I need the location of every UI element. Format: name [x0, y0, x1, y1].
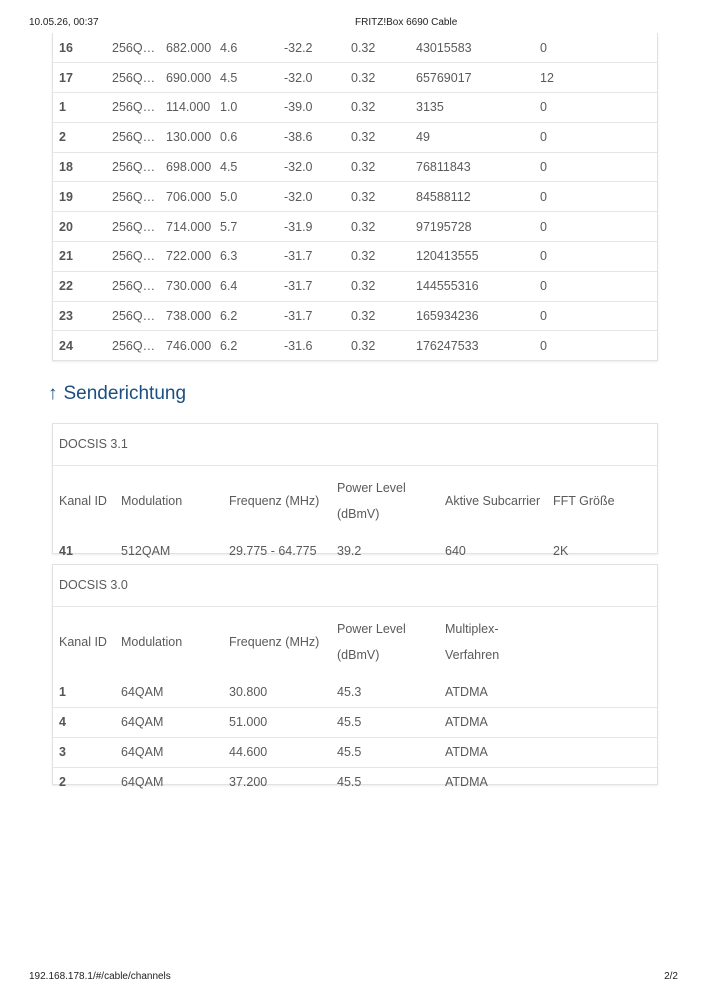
cell-freq: 722.000 [166, 249, 212, 264]
print-page-number: 2/2 [664, 971, 678, 982]
cell-mod: 256Q… [112, 249, 156, 264]
cell-id: 23 [59, 309, 73, 324]
cell-mer: 5.0 [220, 189, 238, 204]
docsis31-panel [52, 423, 658, 558]
downstream-row [53, 301, 657, 331]
col-header-aktive-subcarrier: Aktive Subcarrier [445, 494, 541, 508]
cell-id: 24 [59, 339, 73, 354]
cell-correctable: 76811843 [416, 160, 471, 175]
cell-empty [547, 707, 657, 737]
cell-power: -39.0 [284, 100, 313, 115]
cell-uncorrectable: 0 [540, 279, 547, 294]
downstream-row [53, 63, 657, 93]
cell-mod: 256Q… [112, 219, 156, 234]
cell-correctable: 144555316 [416, 279, 479, 294]
cell-mer: 6.4 [220, 279, 238, 294]
cell-power: -32.0 [284, 160, 313, 175]
cell-freq: 706.000 [166, 189, 212, 204]
cell-mer: 5.7 [220, 219, 238, 234]
cell-freq: 746.000 [166, 339, 212, 354]
cell-power: 45.5 [337, 745, 362, 759]
col-header-multiplex [439, 607, 547, 677]
cell-correctable: 165934236 [416, 309, 479, 324]
cell-mod: 64QAM [121, 684, 164, 699]
docsis31-row [53, 536, 657, 566]
cell-uncorrectable: 0 [540, 130, 547, 145]
cell-mod: 256Q… [112, 160, 156, 175]
cell-id: 3 [59, 745, 66, 759]
cell-latency: 0.32 [351, 130, 376, 145]
cell-empty [547, 737, 657, 767]
cell-mod: 256Q… [112, 130, 156, 145]
docsis31-header-row [53, 466, 657, 536]
downstream-row [53, 33, 657, 63]
cell-mod: 64QAM [121, 715, 164, 729]
cell-mer: 4.6 [220, 40, 238, 55]
docsis30-row [53, 767, 657, 797]
cell-mod: 64QAM [121, 775, 164, 790]
downstream-row [53, 93, 657, 123]
cell-mod: 256Q… [112, 189, 156, 204]
cell-correctable: 43015583 [416, 40, 472, 55]
cell-subcarrier: 640 [445, 544, 466, 558]
cell-freq: 730.000 [166, 279, 212, 294]
col-header-fft: FFT Größe [553, 494, 615, 508]
downstream-table-panel [52, 33, 658, 361]
print-page-title: FRITZ!Box 6690 Cable [355, 17, 458, 28]
cell-multiplex: ATDMA [445, 775, 488, 790]
cell-power: 45.5 [337, 715, 362, 729]
cell-mer: 4.5 [220, 70, 238, 85]
cell-mod: 256Q… [112, 279, 156, 294]
print-header [0, 17, 706, 31]
cell-correctable: 120413555 [416, 249, 479, 264]
cell-uncorrectable: 0 [540, 249, 547, 264]
docsis30-row [53, 707, 657, 737]
cell-mer: 4.5 [220, 160, 238, 175]
cell-mod: 512QAM [121, 544, 171, 558]
cell-power: -31.7 [284, 309, 313, 324]
cell-id: 22 [59, 279, 73, 294]
docsis30-row [53, 677, 657, 707]
col-header-frequenz: Frequenz (MHz) [229, 494, 320, 508]
cell-freq: 30.800 [229, 684, 268, 699]
docsis30-row [53, 737, 657, 767]
cell-correctable: 3135 [416, 100, 444, 115]
cell-freq: 682.000 [166, 40, 212, 55]
cell-freq: 114.000 [166, 100, 211, 115]
col-header-frequenz: Frequenz (MHz) [229, 635, 320, 649]
downstream-row [53, 271, 657, 301]
cell-latency: 0.32 [351, 40, 376, 55]
cell-mod: 256Q… [112, 40, 156, 55]
cell-freq: 690.000 [166, 70, 212, 85]
cell-mod: 256Q… [112, 100, 156, 115]
col-header-kanal-id: Kanal ID [59, 494, 107, 508]
cell-id: 17 [59, 70, 73, 85]
power-level-line1: Power Level [337, 481, 406, 495]
col-header-empty [547, 607, 657, 677]
cell-mer: 6.3 [220, 249, 238, 264]
cell-mod: 256Q… [112, 309, 156, 324]
cell-fft: 2K [553, 544, 569, 558]
cell-correctable: 49 [416, 130, 430, 145]
cell-id: 18 [59, 160, 73, 175]
cell-id: 2 [59, 775, 66, 790]
cell-latency: 0.32 [351, 339, 376, 354]
cell-multiplex: ATDMA [445, 715, 488, 729]
cell-power: 39.2 [337, 544, 362, 558]
cell-power: -31.7 [284, 249, 313, 264]
docsis30-panel [52, 564, 658, 790]
cell-id: 19 [59, 189, 73, 204]
cell-multiplex: ATDMA [445, 684, 488, 699]
cell-empty [547, 677, 657, 707]
cell-id: 1 [59, 684, 66, 699]
cell-id: 21 [59, 249, 73, 264]
cell-power: -32.2 [284, 40, 313, 55]
cell-correctable: 65769017 [416, 70, 472, 85]
cell-latency: 0.32 [351, 100, 376, 115]
cell-uncorrectable: 12 [540, 70, 554, 85]
col-header-kanal-id: Kanal ID [59, 635, 107, 649]
cell-uncorrectable: 0 [540, 100, 547, 115]
docsis30-header-row [53, 607, 657, 677]
cell-correctable: 84588112 [416, 189, 471, 204]
upstream-title-text: Senderichtung [63, 383, 187, 404]
cell-uncorrectable: 0 [540, 219, 547, 234]
cell-uncorrectable: 0 [540, 160, 547, 175]
cell-freq: 738.000 [166, 309, 212, 324]
cell-latency: 0.32 [351, 249, 376, 264]
cell-power: 45.3 [337, 684, 362, 699]
cell-correctable: 176247533 [416, 339, 479, 354]
col-header-modulation: Modulation [121, 635, 183, 649]
downstream-row [53, 182, 657, 212]
multiplex-line1: Multiplex- [445, 622, 499, 636]
cell-power: -38.6 [284, 130, 313, 145]
cell-id: 20 [59, 219, 73, 234]
cell-uncorrectable: 0 [540, 189, 547, 204]
col-header-power-level [331, 607, 439, 677]
print-footer [0, 971, 706, 985]
print-url: 192.168.178.1/#/cable/channels [29, 971, 171, 982]
cell-empty [547, 767, 657, 797]
cell-power: 45.5 [337, 775, 362, 790]
print-datetime: 10.05.26, 00:37 [29, 17, 99, 28]
cell-power: -31.6 [284, 339, 313, 354]
downstream-row [53, 212, 657, 242]
cell-mer: 6.2 [220, 309, 238, 324]
cell-latency: 0.32 [351, 70, 376, 85]
arrow-up-icon: ↑ [48, 383, 58, 404]
cell-latency: 0.32 [351, 189, 376, 204]
cell-freq: 714.000 [166, 219, 212, 234]
cell-mer: 6.2 [220, 339, 238, 354]
cell-freq: 44.600 [229, 745, 268, 759]
cell-mer: 0.6 [220, 130, 238, 145]
docsis31-title: DOCSIS 3.1 [53, 424, 657, 466]
cell-mod: 64QAM [121, 745, 164, 759]
downstream-row [53, 122, 657, 152]
cell-uncorrectable: 0 [540, 339, 547, 354]
cell-mer: 1.0 [220, 100, 238, 115]
multiplex-line2: Verfahren [445, 648, 500, 662]
cell-uncorrectable: 0 [540, 40, 547, 55]
cell-id: 16 [59, 40, 73, 55]
power-level-line2: (dBmV) [337, 648, 380, 662]
cell-id: 4 [59, 715, 66, 729]
col-header-modulation: Modulation [121, 494, 183, 508]
cell-correctable: 97195728 [416, 219, 472, 234]
cell-id: 41 [59, 544, 73, 558]
cell-mod: 256Q… [112, 70, 156, 85]
cell-power: -31.7 [284, 279, 313, 294]
cell-freq: 130.000 [166, 130, 212, 145]
downstream-row [53, 331, 657, 361]
cell-latency: 0.32 [351, 160, 376, 175]
cell-latency: 0.32 [351, 279, 376, 294]
cell-freq: 29.775 - 64.775 [229, 544, 317, 558]
col-header-power-level [331, 466, 439, 536]
cell-mod: 256Q… [112, 339, 156, 354]
cell-multiplex: ATDMA [445, 745, 488, 759]
cell-freq: 698.000 [166, 160, 212, 175]
cell-freq: 51.000 [229, 715, 268, 729]
cell-id: 2 [59, 130, 66, 145]
cell-power: -31.9 [284, 219, 313, 234]
downstream-table [53, 33, 657, 361]
power-level-line1: Power Level [337, 622, 406, 636]
cell-uncorrectable: 0 [540, 309, 547, 324]
docsis30-table [53, 607, 657, 797]
cell-latency: 0.32 [351, 309, 376, 324]
power-level-line2: (dBmV) [337, 507, 380, 521]
docsis31-table [53, 466, 657, 566]
downstream-row [53, 152, 657, 182]
cell-latency: 0.32 [351, 219, 376, 234]
downstream-row [53, 242, 657, 272]
cell-power: -32.0 [284, 189, 313, 204]
cell-id: 1 [59, 100, 66, 115]
cell-freq: 37.200 [229, 775, 268, 790]
docsis30-title: DOCSIS 3.0 [53, 565, 657, 607]
upstream-section-title [48, 383, 186, 405]
cell-power: -32.0 [284, 70, 313, 85]
